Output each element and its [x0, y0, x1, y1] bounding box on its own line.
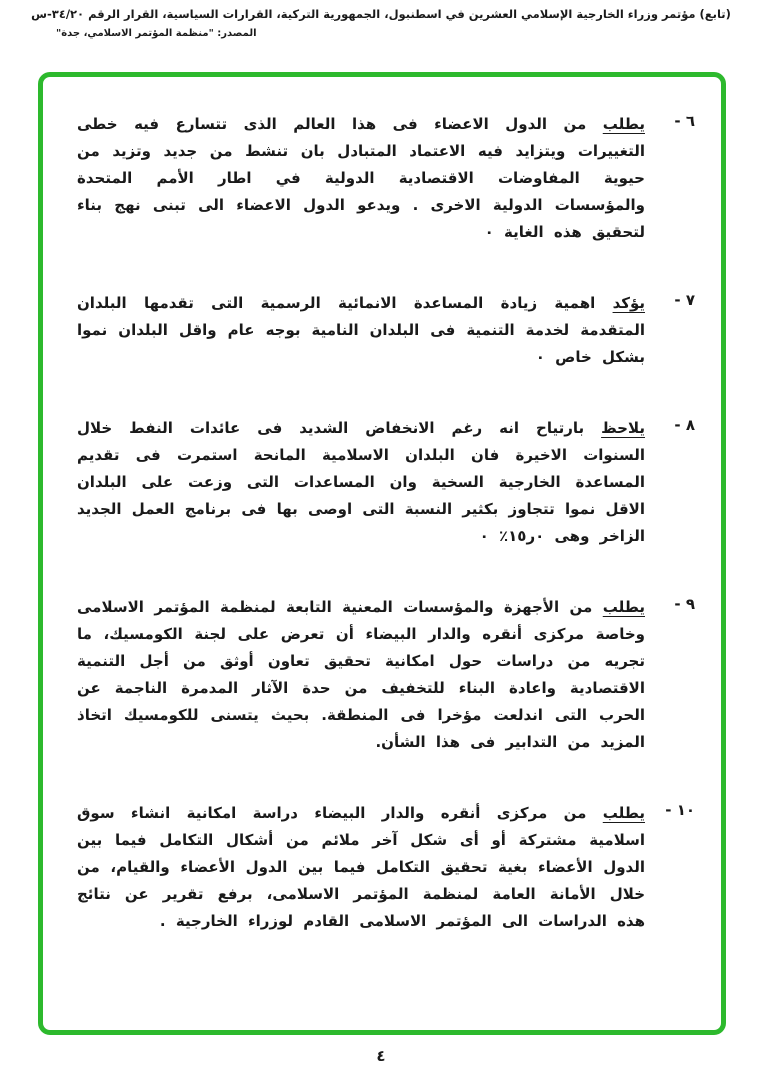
- source-value: "منظمة المؤتمر الاسلامي، جدة": [56, 28, 214, 39]
- paragraph-body: من مركزى أنقره والدار البيضاء دراسة امكانية انشاء سوق اسلامية مشتركة أو أى شكل آخر ملائم من أشكال التكامل فيما بين الدول الأعضاء بغية تحقيق التكامل فيما بين الدول الأعضاء والقيام، من خلال الأمانة العامة لمنظمة المؤتمر الاسلامى، برفع تقرير عن نتائج هذه الدراسات الى المؤتمر الاسلامى القادم لوزراء الخارجية .: [77, 804, 645, 930]
- resolution-paragraph: [77, 290, 695, 371]
- paragraph-text: [77, 594, 645, 756]
- paragraph-number: ٩ -: [674, 595, 695, 613]
- paragraph-lead-word: يطلب: [602, 598, 645, 616]
- header-title: (تابع) مؤتمر وزراء الخارجية الإسلامي العشرين في اسطنبول، الجمهورية التركية، القرارات السياسية، القرار الرقم ٣٤/٢٠-س: [31, 7, 731, 21]
- paragraph-lead-word: يطلب: [602, 804, 645, 822]
- source-label: المصدر:: [217, 28, 257, 39]
- paragraph-lead-word: يلاحظ: [601, 419, 645, 437]
- paragraph-lead-word: يطلب: [602, 115, 645, 133]
- page-number: ٤: [376, 1047, 386, 1065]
- document-body-frame: [38, 72, 726, 1035]
- paragraph-body: بارتياح انه رغم الانخفاض الشديد فى عائدات النفط خلال السنوات الاخيرة فان البلدان الاسلامية المانحة استمرت فى تقديم المساعدة الخارجية السخية وان المساعدات التى وزعت على البلدان الاقل نموا تتجاوز بكثير النسبة التى اوصى بها فى برنامج العمل الجديد الزاخر وهى ٠ر١٥٪ ٠: [77, 419, 645, 545]
- paragraph-body: من الدول الاعضاء فى هذا العالم الذى تتسارع فيه خطى التغييرات ويتزايد فيه الاعتماد المتبادل بان تنشط من جديد وتزيد من حيوية المفاوضات الاقتصادية الدولية في اطار الأمم المتحدة والمؤسسات الدولية الاخرى . ويدعو الدول الاعضاء الى تبنى نهج بناء لتحقيق هذه الغاية ٠: [77, 115, 645, 241]
- resolution-paragraph: [77, 594, 695, 756]
- paragraph-number: ٨ -: [674, 416, 695, 434]
- paragraph-number: ٧ -: [674, 291, 695, 309]
- paragraph-text: [77, 290, 645, 371]
- document-header: [0, 0, 762, 39]
- paragraph-lead-word: يؤكد: [612, 294, 645, 312]
- resolution-paragraph: [77, 111, 695, 246]
- paragraph-text: [77, 111, 645, 246]
- paragraph-text: [77, 800, 645, 935]
- paragraph-body: اهمية زيادة المساعدة الانمائية الرسمية التى تقدمها البلدان المتقدمة لخدمة التنمية فى البلدان النامية بوجه عام واقل البلدان نموا بشكل خاص ٠: [77, 294, 645, 366]
- paragraph-number: ١٠ -: [665, 801, 695, 819]
- resolution-paragraph: [77, 800, 695, 935]
- paragraph-text: [77, 415, 645, 550]
- paragraph-body: من الأجهزة والمؤسسات المعنية التابعة لمنظمة المؤتمر الاسلامى وخاصة مركزى أنقره والدار البيضاء أن تعرض على لجنة الكومسيك، ما تجريه من دراسات حول امكانية تحقيق تعاون أوثق من أجل التنمية الاقتصادية واعادة البناء للتخفيف من حدة الآثار المدمرة الناجمة عن الحرب التى اندلعت مؤخرا فى المنطقة. بحيث يتسنى للكومسيك اتخاذ المزيد من التدابير فى هذا الشأن.: [77, 598, 645, 751]
- paragraph-number: ٦ -: [674, 112, 695, 130]
- header-source: [0, 28, 762, 39]
- resolution-paragraph: [77, 415, 695, 550]
- paragraph-list: [77, 111, 695, 1012]
